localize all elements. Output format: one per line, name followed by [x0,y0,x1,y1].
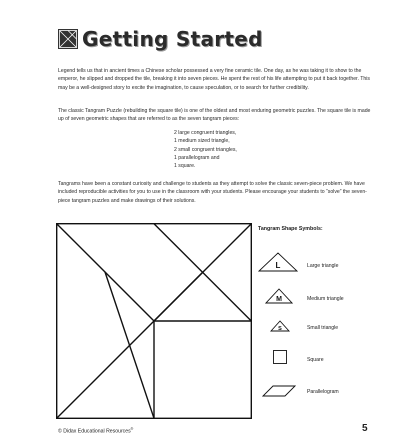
small-triangle-icon [270,320,290,332]
tangram-puzzle-diagram [56,223,252,419]
description-paragraph: The classic Tangram Puzzle (rebuilding the square tile) is one of the oldest and most enduring geometric puzzles. The square tile is made up of seven geometric shapes that are referred to as the seven tangram pieces: [58,108,371,123]
shape-symbols-legend [258,226,388,426]
intro-paragraph: Legend tells us that in ancient times a Chinese scholar possessed a very fine ceramic tile. One day, as he was taking it to show to the emperor, he slipped and dropped the tile, breaking it into seven pieces. He spent the rest of his life attempting to put it back together. This may be a well-designed story to excite the imagination, to cause speculation, or to search for further credibility. [58,68,370,91]
square-icon [273,350,287,364]
tangram-pieces-list [174,129,237,170]
list-item: 1 medium sized triangle, [174,138,230,145]
legend-label: Medium triangle [307,296,344,302]
copyright-text: © Didax Educational Resources [58,428,131,435]
registered-mark: ® [130,427,134,431]
page-header [58,25,263,53]
legend-symbol-label: M [276,296,282,303]
legend-symbol-label: L [275,261,281,270]
legend-label: Square [307,357,324,363]
tangram-edge [105,272,154,418]
copyright-notice [58,427,133,435]
parallelogram-icon [262,385,296,397]
medium-triangle-icon [265,288,293,304]
legend-label: Large triangle [307,263,339,269]
list-item: 1 parallelogram and [174,154,220,161]
legend-label: Small triangle [307,325,339,331]
list-item: 2 small congruent triangles, [174,146,237,153]
activities-paragraph: Tangrams have been a constant curiosity and challenge to students as they attempt to solve the classic seven-piece problem. We have included reproducible activities for you to use in the classroom with your students. Please encourage your students to “solve” the seven-piece tangram puzzles and make drawings of their solutions. [58,181,367,204]
page-title: Getting Started [82,27,263,51]
list-item: 1 square. [174,163,196,170]
page-number: 5 [362,423,368,434]
tangram-square-icon [58,29,78,49]
legend-title: Tangram Shape Symbols: [258,226,323,232]
legend-symbol-label: S [278,326,282,332]
large-triangle-icon [258,252,298,272]
list-item: 2 large congruent triangles, [174,130,237,136]
legend-label: Parallelogram [307,389,339,395]
